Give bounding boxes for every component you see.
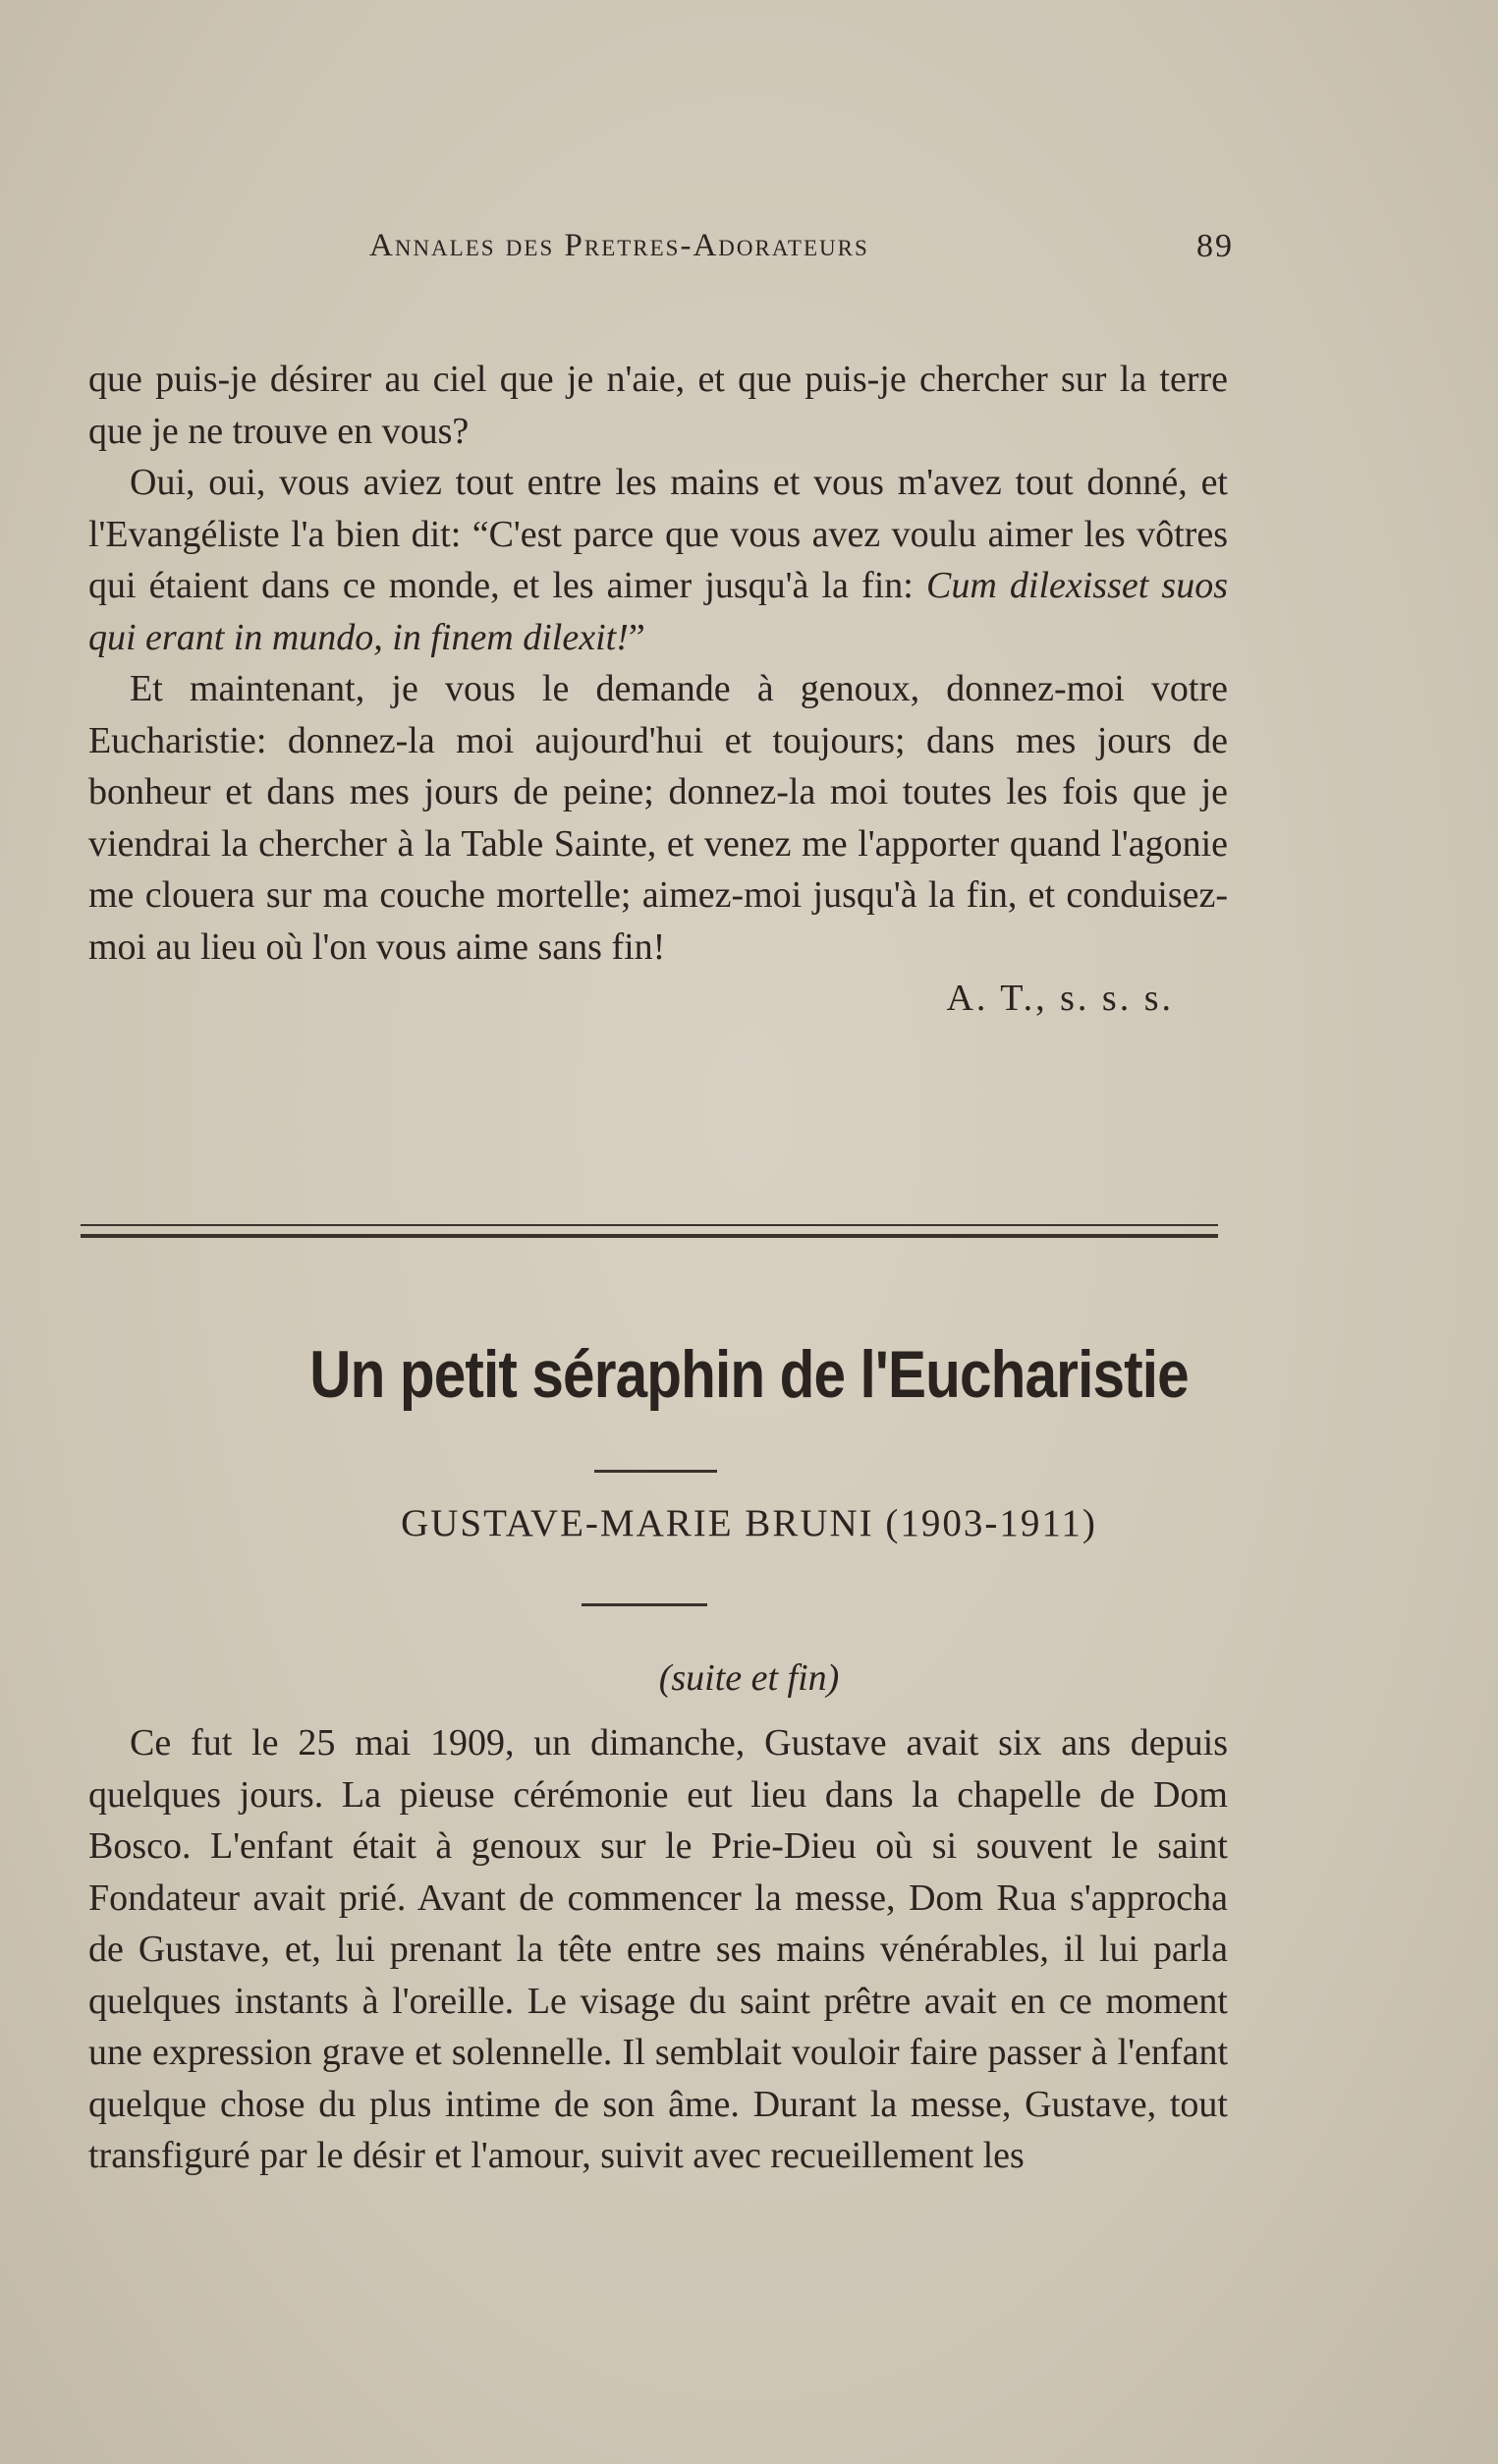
- section-divider: [81, 1224, 1218, 1242]
- closing-quote: ”: [628, 616, 645, 658]
- latin-quote: Cum dilexisset suos qui erant in mundo, in finem dilexit!: [88, 565, 1228, 658]
- running-title: Annales des Pretres-Adorateurs: [369, 228, 869, 263]
- paragraph: [88, 457, 1228, 663]
- article-body: [88, 1717, 1228, 2182]
- paragraph: Et maintenant, je vous le demande à genoux, donnez-moi votre Eucharistie: donnez-la moi aujourd'hui et toujours; dans mes jours de bonheur et dans mes jours de peine; donnez-la moi toutes les fois que je viendrai la chercher à la Table Sainte, et venez me l'apporter quand l'agonie me clouera sur ma couche mortelle; aimez-moi jusqu'à la fin, et conduisez-moi au lieu où l'on vous aime sans fin!: [88, 668, 1228, 968]
- signature: A. T., s. s. s.: [946, 978, 1174, 1019]
- continuation-note: (suite et fin): [658, 1657, 840, 1699]
- subtitle-rule: [582, 1603, 707, 1606]
- title-rule: [594, 1470, 717, 1473]
- article-title: Un petit séraphin de l'Eucharistie: [309, 1337, 1189, 1412]
- paragraph: que puis-je désirer au ciel que je n'aie, et que puis-je chercher sur la terre que je ne trouve en vous?: [88, 359, 1228, 452]
- article-subtitle: GUSTAVE-MARIE BRUNI (1903-1911): [401, 1502, 1097, 1544]
- page-number: 89: [1196, 228, 1234, 264]
- paragraph-text: Oui, oui, vous aviez tout entre les mains et vous m'avez tout donné, et l'Evangéliste l'a bien dit: “C'est parce que vous avez voulu aimer les vôtres qui étaient dans ce monde, et les aimer jusqu'à la fin:: [88, 462, 1228, 606]
- paragraph: Ce fut le 25 mai 1909, un dimanche, Gustave avait six ans depuis quelques jours. La pieuse cérémonie eut lieu dans la chapelle de Dom Bosco. L'enfant était à genoux sur le Prie-Dieu où si souvent le saint Fondateur avait prié. Avant de commencer la messe, Dom Rua s'approcha de Gustave, et, lui prenant la tête entre ses mains vénérables, il lui parla quelques instants à l'oreille. Le visage du saint prêtre avait en ce moment une expression grave et solennelle. Il semblait vouloir faire passer à l'enfant quelque chose du plus intime de son âme. Durant la messe, Gustave, tout transfiguré par le désir et l'amour, suivit avec recueillement les: [88, 1722, 1228, 2176]
- previous-article-ending: [88, 354, 1228, 1025]
